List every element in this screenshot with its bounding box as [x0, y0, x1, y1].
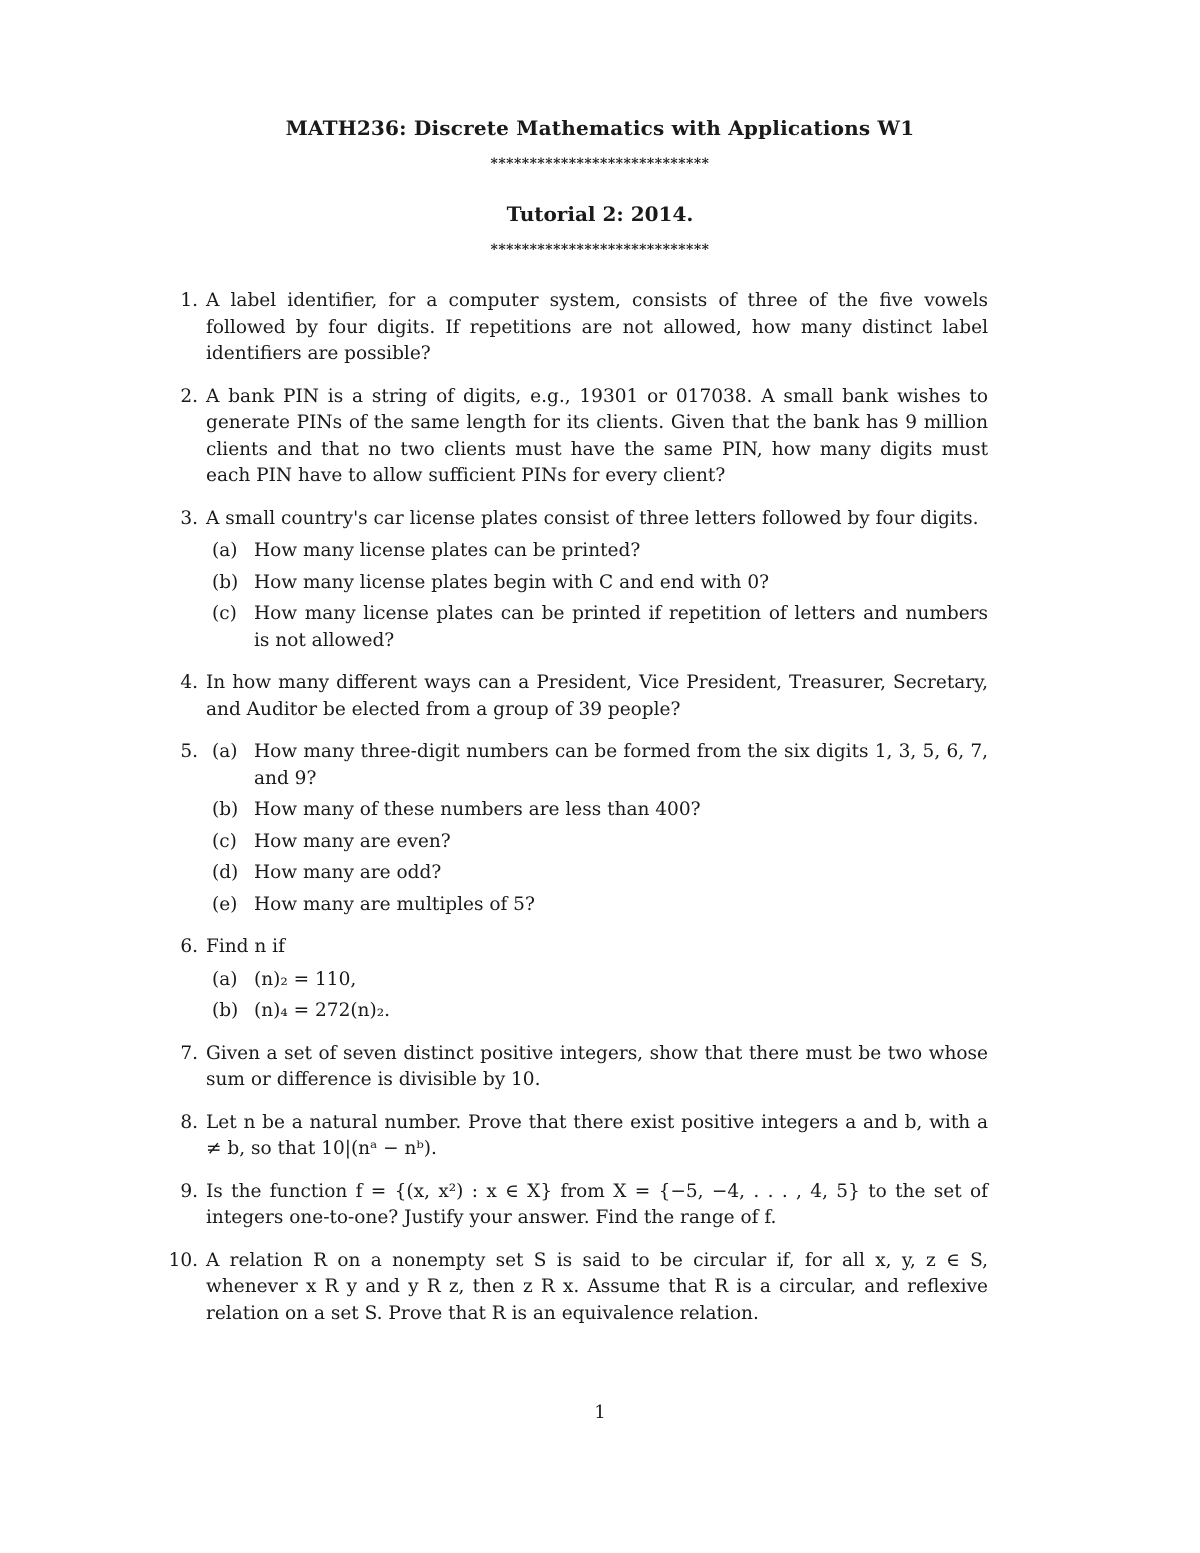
problem-text: Let n be a natural number. Prove that there exist positive integers a and b, with a ≠ b, so that 10|(nᵃ − nᵇ).	[206, 1111, 988, 1159]
problem-text: Is the function f = {(x, x²) : x ∈ X} from X = {−5, −4, . . . , 4, 5} to the set of integers one-to-one? Justify your answer. Find the range of f.	[206, 1180, 988, 1228]
problem-number: 10.	[168, 1249, 198, 1271]
page-subtitle: Tutorial 2: 2014.	[506, 202, 694, 226]
page-number: 1	[594, 1402, 606, 1423]
subpart-item	[206, 829, 988, 856]
problem-list	[150, 288, 988, 1343]
subpart-text: (n)₂ = 110,	[254, 968, 357, 990]
problem-text: Find n if	[206, 936, 285, 957]
subpart-item	[206, 570, 988, 597]
problem-number: 6.	[180, 936, 198, 957]
subpart-text: How many are multiples of 5?	[254, 893, 535, 915]
subpart-item	[206, 998, 988, 1025]
subpart-label: (b)	[212, 1000, 239, 1021]
subpart-text: How many license plates can be printed if repetition of letters and numbers is not allowed?	[254, 603, 988, 651]
subpart-item	[206, 601, 988, 654]
subpart-text: How many three-digit numbers can be formed from the six digits 1, 3, 5, 6, 7, and 9?	[254, 741, 988, 789]
subpart-list	[206, 967, 988, 1025]
subpart-label: (b)	[212, 571, 239, 593]
problem-number: 4.	[180, 672, 198, 693]
problem-number: 7.	[180, 1042, 198, 1064]
problem-item	[150, 670, 988, 723]
problem-item	[150, 1248, 988, 1328]
problem-text: A small country's car license plates consist of three letters followed by four digits.	[206, 507, 979, 529]
subpart-label: (e)	[212, 893, 238, 915]
page-title: MATH236: Discrete Mathematics with Applications W1	[285, 116, 915, 140]
subpart-item	[206, 860, 988, 887]
problem-text: In how many different ways can a President, Vice President, Treasurer, Secretary, and Auditor be elected from a group of 39 people?	[206, 672, 988, 720]
problem-item	[150, 506, 988, 655]
problem-number: 9.	[180, 1180, 198, 1202]
subpart-label: (a)	[212, 741, 238, 762]
subpart-label: (c)	[212, 603, 237, 624]
problem-item	[150, 1110, 988, 1163]
problem-number: 3.	[180, 507, 198, 529]
subpart-text: (n)₄ = 272(n)₂.	[254, 1000, 390, 1021]
problem-text: A bank PIN is a string of digits, e.g., 19301 or 017038. A small bank wishes to generate PINs of the same length for its clients. Given that the bank has 9 million clients and that no two clients must have the same PIN, how many digits must each PIN have to allow sufficient PINs for every client?	[206, 385, 988, 486]
subpart-label: (b)	[212, 799, 239, 820]
subpart-text: How many license plates begin with C and end with 0?	[254, 571, 770, 593]
subpart-item	[206, 892, 988, 919]
subpart-text: How many license plates can be printed?	[254, 540, 641, 561]
problem-item	[150, 288, 988, 368]
subtitle-divider: ****************************	[490, 242, 710, 258]
problem-text: A label identifier, for a computer system, consists of three of the five vowels followed by four digits. If repetitions are not allowed, how many distinct label identifiers are possible?	[206, 290, 988, 364]
subpart-item	[206, 538, 988, 565]
subpart-label: (c)	[212, 830, 237, 852]
problem-number: 8.	[180, 1111, 198, 1133]
problem-number: 5.	[180, 741, 198, 762]
problem-item	[150, 739, 988, 918]
subpart-item	[206, 739, 988, 792]
subpart-text: How many are even?	[254, 830, 451, 852]
subpart-text: How many are odd?	[254, 862, 442, 883]
problem-text: A relation R on a nonempty set S is said to be circular if, for all x, y, z ∈ S, whenever x R y and y R z, then z R x. Assume that R is a circular, and reflexive relation on a set S. Prove that R is an equivalence relation.	[206, 1249, 988, 1324]
problem-text: Given a set of seven distinct positive integers, show that there must be two whose sum or difference is divisible by 10.	[206, 1042, 988, 1090]
subpart-text: How many of these numbers are less than 400?	[254, 799, 701, 820]
subpart-label: (a)	[212, 968, 238, 990]
subpart-label: (a)	[212, 540, 238, 561]
subpart-list	[206, 538, 988, 654]
title-divider: ****************************	[490, 156, 710, 172]
problem-number: 1.	[180, 290, 198, 311]
problem-item	[150, 934, 988, 1025]
problem-item	[150, 384, 988, 490]
subpart-item	[206, 797, 988, 824]
subpart-label: (d)	[212, 862, 239, 883]
subpart-list	[206, 739, 988, 918]
problem-item	[150, 1179, 988, 1232]
problem-number: 2.	[180, 385, 198, 407]
subpart-item	[206, 967, 988, 994]
problem-item	[150, 1041, 988, 1094]
